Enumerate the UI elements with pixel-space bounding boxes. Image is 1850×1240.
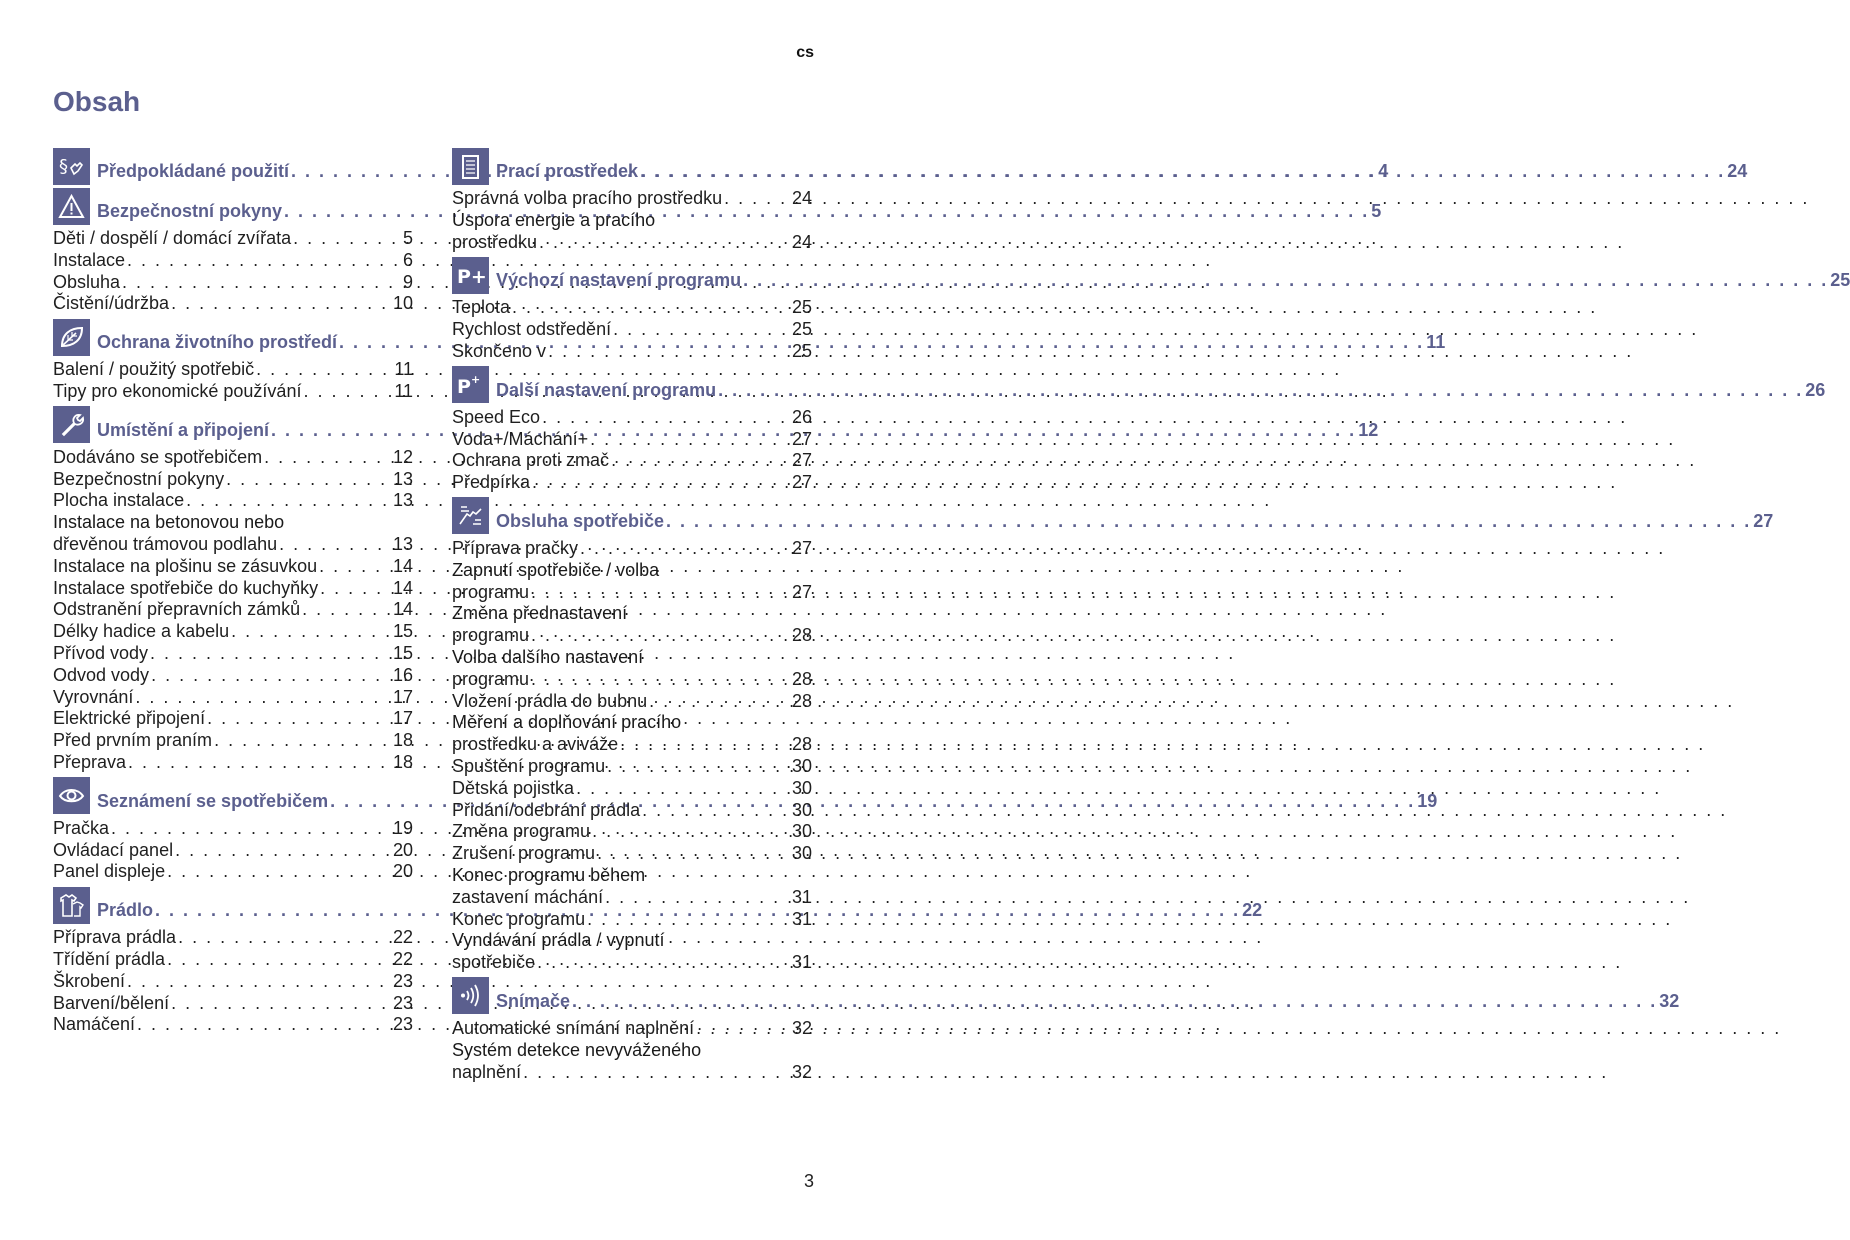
dot-leader <box>135 687 391 709</box>
toc-entry-label: Plocha instalace <box>53 490 185 511</box>
toc-entry-page: 27 <box>791 581 812 602</box>
toc-entry[interactable] <box>53 512 413 556</box>
toc-entry[interactable] <box>53 599 413 621</box>
toc-entry-page: 13 <box>392 533 413 554</box>
toc-section-page: 19 <box>1417 790 1438 811</box>
toc-entry-label: Změna programu <box>452 821 591 842</box>
dot-leader <box>605 887 790 909</box>
dot-leader <box>293 228 401 250</box>
toc-entry[interactable] <box>452 319 812 341</box>
dot-leader <box>576 778 790 800</box>
toc-entry-page: 20 <box>392 839 413 860</box>
toc-entry[interactable] <box>452 603 812 647</box>
toc-section-heading[interactable] <box>452 978 1680 1014</box>
page-title: Obsah <box>53 86 141 117</box>
toc-entry[interactable] <box>452 909 812 931</box>
toc-section-page: 5 <box>1371 201 1382 221</box>
toc-section-title: Bezpečnostní pokyny <box>97 201 283 221</box>
toc-entry-page: 30 <box>791 843 812 864</box>
toc-entry-page: 9 <box>402 271 413 292</box>
toc-entry-page: 17 <box>392 708 413 729</box>
toc-entry-label-line1: Úspora energie a pracího <box>452 209 656 230</box>
toc-entry[interactable] <box>53 730 413 752</box>
toc-section-title: Snímače <box>496 990 571 1011</box>
toc-entry[interactable] <box>53 250 413 272</box>
dot-leader <box>531 669 790 691</box>
toc-section-page: 27 <box>1753 510 1774 531</box>
toc-entry-label: Tipy pro ekonomické používání <box>53 380 302 401</box>
dot-leader <box>256 359 392 381</box>
toc-entry-label: prostředku <box>452 231 538 252</box>
dot-leader <box>167 861 391 883</box>
toc-entry-page: 24 <box>791 188 812 208</box>
toc-entry-page: 6 <box>402 249 413 270</box>
toc-entry-page: 22 <box>392 927 413 948</box>
toc-entry-page: 14 <box>392 577 413 598</box>
toc-entry-page: 11 <box>394 380 413 401</box>
toc-section-page: 25 <box>1830 270 1850 291</box>
toc-section-title: Prádlo <box>97 900 154 921</box>
toc-entry-label: Namáčení <box>53 1014 136 1035</box>
toc-entry-label: Délky hadice a kabelu <box>53 621 230 642</box>
toc-entry[interactable] <box>53 490 413 512</box>
toc-entry-label: Teplota <box>452 297 511 318</box>
toc-entry-page: 31 <box>791 886 812 907</box>
toc-entry-page: 12 <box>392 446 413 467</box>
toc-entry-page: 28 <box>791 625 812 646</box>
toc-entry[interactable] <box>53 840 413 862</box>
toc-entry[interactable] <box>53 861 413 883</box>
dot-leader <box>649 691 790 713</box>
svg-text:P: P <box>457 376 471 399</box>
dot-leader <box>231 621 391 643</box>
toc-entry[interactable] <box>53 993 413 1015</box>
toc-entry-page: 10 <box>392 293 413 314</box>
toc-entry-label-line1: Zapnutí spotřebiče / volba <box>452 559 660 580</box>
dot-leader <box>175 840 391 862</box>
toc-entry-page: 25 <box>791 340 812 361</box>
toc-entry-page: 28 <box>791 668 812 689</box>
toc-entry-label: Čistění/údržba <box>53 293 170 314</box>
toc-entry[interactable] <box>452 821 812 843</box>
toc-entry-label: zastavení máchání <box>452 886 604 907</box>
toc-entry[interactable] <box>452 865 812 909</box>
dot-leader <box>531 625 790 647</box>
toc-entry-page: 14 <box>392 555 413 576</box>
toc-entry-page: 30 <box>791 777 812 798</box>
dot-leader <box>186 490 391 512</box>
toc-section-praci-prostredek <box>452 148 1748 253</box>
page-number: 3 <box>803 1171 814 1191</box>
toc-entry-label-line1: Systém detekce nevyváženého <box>452 1039 702 1060</box>
toc-entry-page: 24 <box>791 231 812 252</box>
toc-entry[interactable] <box>452 538 812 560</box>
toc-entry-label: Panel displeje <box>53 861 166 882</box>
toc-section-title: Výchozí nastavení programu <box>496 270 742 291</box>
toc-entry-label: Elektrické připojení <box>53 708 206 729</box>
svg-text:+: + <box>471 373 481 387</box>
sensor-icon <box>452 977 489 1014</box>
dot-leader <box>214 730 391 752</box>
dot-leader <box>151 665 391 687</box>
p-plus-icon <box>452 257 489 294</box>
toc-entry[interactable] <box>452 210 812 254</box>
toc-entry[interactable] <box>452 647 812 691</box>
paragraph-hand-icon <box>53 148 90 185</box>
toc-entry-label: prostředku a aviváže <box>452 734 619 755</box>
toc-entry[interactable] <box>53 621 413 643</box>
toc-entry[interactable] <box>53 272 413 294</box>
toc-entry[interactable] <box>452 341 812 363</box>
toc-entry-label: dřevěnou trámovou podlahu <box>53 533 278 554</box>
toc-entry-label: Odstranění přepravních zámků <box>53 599 301 620</box>
toc-entry-label: Příprava prádla <box>53 927 177 948</box>
dot-leader <box>127 250 401 272</box>
toc-entry-label: Správná volba pracího prostředku <box>452 188 723 208</box>
toc-entry-label: Přeprava <box>53 751 127 772</box>
toc-entry[interactable] <box>53 381 413 403</box>
toc-entry[interactable] <box>452 297 812 319</box>
toc-entry-page: 13 <box>392 490 413 511</box>
dot-leader <box>587 909 790 931</box>
toc-entry-label: Instalace na plošinu se zásuvkou <box>53 555 318 576</box>
dot-leader <box>226 469 391 491</box>
dot-leader <box>620 734 790 756</box>
dot-leader <box>580 538 790 560</box>
toc-entry-page: 15 <box>392 642 413 663</box>
toc-entry[interactable] <box>452 472 812 494</box>
eye-icon <box>53 777 90 814</box>
dot-leader <box>264 447 391 469</box>
toc-entry[interactable] <box>53 818 413 840</box>
toc-entry[interactable] <box>53 228 413 250</box>
toc-entry-label: Instalace <box>53 249 126 270</box>
toc-entry-label: naplnění <box>452 1061 522 1082</box>
toc-entry[interactable] <box>53 708 413 730</box>
toc-entry-label: Třídění prádla <box>53 948 166 969</box>
toc-section-title: Obsluha spotřebiče <box>496 510 665 531</box>
dot-leader <box>590 429 790 451</box>
toc-entry-label: Ovládací panel <box>53 839 174 860</box>
toc-entry-page: 31 <box>791 908 812 929</box>
toc-entry-page: 30 <box>791 821 812 842</box>
toc-entry[interactable] <box>53 359 413 381</box>
toc-entry-page: 23 <box>392 992 413 1013</box>
dot-leader <box>207 708 391 730</box>
toc-section-heading[interactable] <box>452 367 1826 403</box>
toc-entry[interactable] <box>53 469 413 491</box>
laundry-icon <box>53 887 90 924</box>
toc-section-heading[interactable] <box>452 257 1850 293</box>
toc-entry-page: 25 <box>791 319 812 340</box>
toc-entry-page: 30 <box>791 755 812 776</box>
toc-section-heading[interactable] <box>452 498 1774 534</box>
toc-entry[interactable] <box>452 407 812 429</box>
toc-entry[interactable] <box>53 578 413 600</box>
toc-entry-page: 25 <box>791 297 812 318</box>
toc-section-title: Prací prostředek <box>496 161 639 181</box>
toc-entry-label: Barvení/bělení <box>53 992 170 1013</box>
toc-entry-label-line1: Volba dalšího nastavení <box>452 646 644 667</box>
dot-leader <box>542 407 790 429</box>
toc-entry-label: Přidání/odebrání prádla <box>452 799 641 820</box>
dot-leader <box>137 1014 391 1036</box>
dot-leader <box>171 293 391 315</box>
toc-entry-label: Vyrovnání <box>53 686 134 707</box>
dot-leader <box>127 971 391 993</box>
toc-entry-label: Instalace spotřebiče do kuchyňky <box>53 577 319 598</box>
toc-entry-label: Spuštění programu <box>452 755 606 776</box>
toc-entry[interactable] <box>452 756 812 778</box>
toc-entry[interactable] <box>53 927 413 949</box>
toc-section-page: 26 <box>1805 379 1826 400</box>
toc-entry[interactable] <box>452 188 812 210</box>
dot-leader <box>724 188 790 210</box>
toc-entry[interactable] <box>452 691 812 713</box>
toc-entry[interactable] <box>53 556 413 578</box>
toc-entry-page: 23 <box>392 970 413 991</box>
dot-leader <box>592 821 790 843</box>
toc-entry-label: Voda+/Máchání+ <box>452 428 589 449</box>
wrench-icon <box>53 406 90 443</box>
dot-leader <box>171 993 391 1015</box>
toc-entry-page: 23 <box>392 1014 413 1035</box>
toc-entry-page: 28 <box>791 734 812 755</box>
dot-leader <box>572 990 1657 1012</box>
dot-leader <box>150 643 391 665</box>
svg-text:P+: P+ <box>457 265 487 288</box>
toc-entry-label-line1: Měření a doplňování pracího <box>452 712 682 733</box>
dot-leader <box>302 599 391 621</box>
dot-leader <box>718 379 1803 401</box>
toc-entry-label: Rychlost odstředění <box>452 319 612 340</box>
toc-section-page: 12 <box>1358 419 1379 440</box>
toc-entry-label: Konec programu <box>452 908 586 929</box>
toc-entry-label-line1: Konec programu během <box>452 864 646 885</box>
dot-leader <box>319 556 391 578</box>
dot-leader <box>122 272 401 294</box>
toc-entry-label-line1: Vyndávání prádla / vypnutí <box>452 930 665 951</box>
toc-entry-page: 13 <box>392 468 413 489</box>
toc-entry-page: 27 <box>791 428 812 449</box>
toc-entry-page: 19 <box>392 817 413 838</box>
dot-leader <box>167 949 391 971</box>
toc-entry-label: programu <box>452 625 530 646</box>
toc-entry-page: 22 <box>392 948 413 969</box>
dot-leader <box>696 1018 790 1040</box>
toc-entry-label: Ochrana proti zmač <box>452 450 610 471</box>
toc-entry-page: 30 <box>791 799 812 820</box>
dot-leader <box>523 1062 790 1084</box>
toc-entry[interactable] <box>452 930 812 974</box>
svg-text:§: § <box>59 155 68 177</box>
toc-entry[interactable] <box>53 949 413 971</box>
hand-operate-icon <box>452 497 489 534</box>
p-plus-small-icon <box>452 366 489 403</box>
toc-entry[interactable] <box>53 1014 413 1036</box>
toc-entry-label: Speed Eco <box>452 406 541 427</box>
toc-entry-page: 16 <box>392 664 413 685</box>
toc-section-title: Umístění a připojení <box>97 419 270 440</box>
toc-entry-label: Přívod vody <box>53 642 149 663</box>
dot-leader <box>666 510 1751 532</box>
toc-section-title: Seznámení se spotřebičem <box>97 790 329 811</box>
toc-entry[interactable] <box>452 712 812 756</box>
toc-entry[interactable] <box>452 450 812 472</box>
toc-section-page: 4 <box>1378 161 1389 181</box>
toc-entry[interactable] <box>53 687 413 709</box>
toc-entry-page: 27 <box>791 537 812 558</box>
toc-entry[interactable] <box>452 843 812 865</box>
dot-leader <box>128 752 391 774</box>
toc-entry-label: Skončeno v <box>452 340 547 361</box>
detergent-icon <box>452 148 489 185</box>
dot-leader <box>111 818 391 840</box>
toc-entry[interactable] <box>53 971 413 993</box>
toc-entry-page: 5 <box>402 228 413 248</box>
toc-entry-page: 28 <box>791 690 812 711</box>
toc-entry[interactable] <box>53 752 413 774</box>
toc-entry[interactable] <box>452 800 812 822</box>
toc-entry-label: Zrušení programu <box>452 843 596 864</box>
toc-entry[interactable] <box>53 643 413 665</box>
toc-entry-page: 20 <box>392 861 413 882</box>
dot-leader <box>320 578 391 600</box>
toc-entry-page: 11 <box>394 359 413 380</box>
toc-entry-page: 18 <box>392 730 413 751</box>
toc-entry-label: Vložení prádla do bubnu <box>452 690 648 711</box>
toc-entry[interactable] <box>452 1040 812 1084</box>
toc-entry-label: Předpírka <box>452 472 531 493</box>
toc-entry-label: programu <box>452 668 530 689</box>
toc-section-title: Předpokládané použití <box>97 161 290 181</box>
dot-leader <box>279 534 391 556</box>
dot-leader <box>178 927 391 949</box>
toc-entry-page: 15 <box>392 621 413 642</box>
toc-entry-page: 27 <box>791 450 812 471</box>
toc-entry-page: 31 <box>791 952 812 973</box>
toc-section-page: 24 <box>1727 161 1748 181</box>
toc-entry[interactable] <box>452 560 812 604</box>
toc-entry[interactable] <box>452 778 812 800</box>
dot-leader <box>597 843 790 865</box>
toc-entry-page: 32 <box>791 1061 812 1082</box>
toc-entry-label: Dětská pojistka <box>452 777 575 798</box>
dot-leader <box>539 232 790 254</box>
toc-entry-label: Balení / použitý spotřebič <box>53 359 255 380</box>
toc-section-page: 11 <box>1426 332 1446 353</box>
dot-leader <box>640 160 1725 182</box>
toc-section-heading[interactable] <box>452 148 1748 184</box>
toc-section-page: 32 <box>1659 990 1680 1011</box>
toc-entry-label: Bezpečnostní pokyny <box>53 468 225 489</box>
dot-leader <box>613 319 790 341</box>
toc-section-page: 22 <box>1242 900 1263 921</box>
dot-leader <box>531 582 790 604</box>
toc-entry-label: Automatické snímání naplnění <box>452 1017 695 1038</box>
toc-entry[interactable] <box>452 429 812 451</box>
toc-entry-label: Škrobení <box>53 970 126 991</box>
toc-entry-page: 14 <box>392 599 413 620</box>
toc-entry-page: 18 <box>392 751 413 772</box>
toc-entry-page: 27 <box>791 472 812 493</box>
toc-entry-label: programu <box>452 581 530 602</box>
toc-section-title: Další nastavení programu <box>496 379 717 400</box>
toc-entry-label: Děti / dospělí / domácí zvířata <box>53 228 292 248</box>
dot-leader <box>537 952 790 974</box>
toc-entry-label: spotřebiče <box>452 952 536 973</box>
toc-entry[interactable] <box>53 293 413 315</box>
dot-leader <box>642 800 790 822</box>
dot-leader <box>607 756 790 778</box>
toc-section-title: Ochrana životního prostředí <box>97 332 338 353</box>
language-code: cs <box>796 44 814 61</box>
toc-entry-label: Příprava pračky <box>452 537 579 558</box>
toc-entry[interactable] <box>53 447 413 469</box>
dot-leader <box>548 341 790 363</box>
toc-entry-page: 17 <box>392 686 413 707</box>
dot-leader <box>743 269 1828 291</box>
toc-entry-label: Před prvním praním <box>53 730 213 751</box>
toc-entry[interactable] <box>53 665 413 687</box>
toc-entry-label: Obsluha <box>53 271 121 292</box>
warning-icon <box>53 188 90 225</box>
toc-entry-label: Pračka <box>53 817 110 838</box>
dot-leader <box>532 472 790 494</box>
toc-entry-label: Dodáváno se spotřebičem <box>53 446 263 467</box>
dot-leader <box>303 381 392 403</box>
toc-entry-page: 26 <box>791 406 812 427</box>
toc-section-snimace <box>452 978 1680 1083</box>
toc-entry-page: 32 <box>791 1017 812 1038</box>
toc-entry[interactable] <box>452 1018 812 1040</box>
toc-entry-label-line1: Instalace na betonovou nebo <box>53 512 285 533</box>
toc-entry-label: Odvod vody <box>53 664 150 685</box>
toc-entry-label-line1: Změna přednastavení <box>452 603 628 624</box>
leaf-icon <box>53 319 90 356</box>
dot-leader <box>611 450 790 472</box>
dot-leader <box>512 297 790 319</box>
